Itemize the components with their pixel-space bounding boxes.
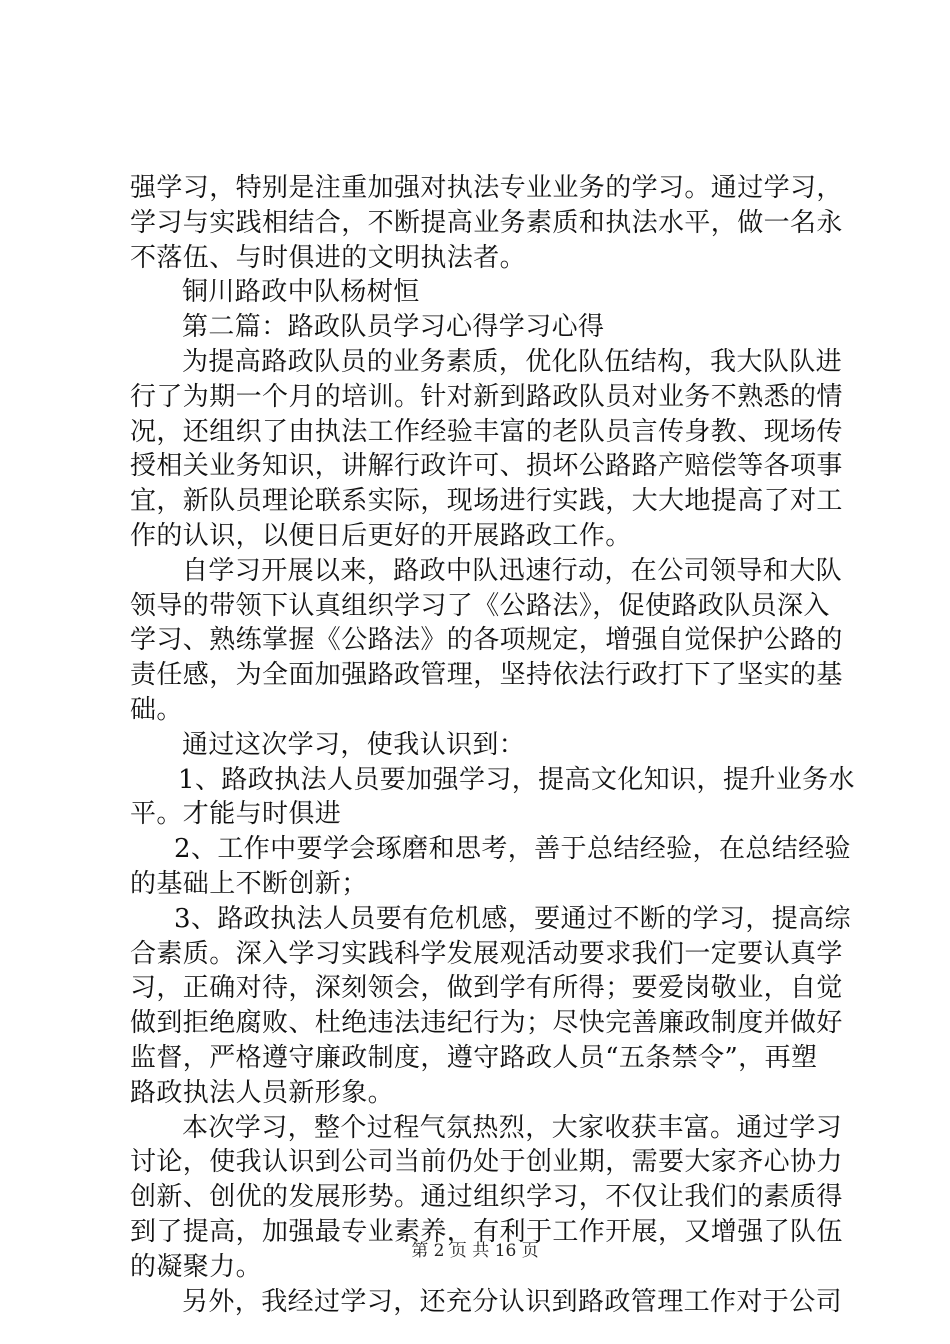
text-line: 责任感，为全面加强路政管理，坚持依法行政打下了坚实的基	[130, 660, 843, 691]
text-line: 做到拒绝腐败、杜绝违法违纪行为；尽快完善廉政制度并做好	[130, 1008, 843, 1039]
list-item: 3、路政执法人员要有危机感，要通过不断的学习，提高综	[174, 903, 851, 934]
text-line: 路政执法人员新形象。	[130, 1077, 395, 1108]
text-line: 讨论，使我认识到公司当前仍处于创业期，需要大家齐心协力	[130, 1147, 843, 1178]
text-line: 通过这次学习，使我认识到：	[182, 729, 526, 760]
text-line: 学习与实践相结合，不断提高业务素质和执法水平，做一名永	[130, 207, 843, 238]
text-line: 自学习开展以来，路政中队迅速行动，在公司领导和大队	[182, 555, 843, 586]
text-line: 本次学习，整个过程气氛热烈，大家收获丰富。通过学习	[182, 1112, 843, 1143]
list-item: 2、工作中要学会琢磨和思考，善于总结经验，在总结经验	[174, 834, 851, 865]
list-item: 1、路政执法人员要加强学习，提高文化知识，提升业务水	[178, 764, 855, 795]
text-line: 作的认识，以便日后更好的开展路政工作。	[130, 520, 632, 551]
text-line: 为提高路政队员的业务素质，优化队伍结构，我大队队进	[182, 346, 843, 377]
text-line: 领导的带领下认真组织学习了《公路法》，促使路政队员深入	[130, 590, 830, 621]
text-line: 况，还组织了由执法工作经验丰富的老队员言传身教、现场传	[130, 416, 843, 447]
text-line: 习，正确对待，深刻领会，做到学有所得；要爱岗敬业，自觉	[130, 973, 843, 1004]
text-line: 创新、创优的发展形势。通过组织学习，不仅让我们的素质得	[130, 1182, 843, 1213]
text-line: 的基础上不断创新；	[130, 868, 368, 899]
text-line: 行了为期一个月的培训。针对新到路政队员对业务不熟悉的情	[130, 381, 843, 412]
text-line: 到了提高，加强最专业素养，有利于工作开展，又增强了队伍	[130, 1216, 843, 1247]
text-line: 不落伍、与时俱进的文明执法者。	[130, 242, 527, 273]
text-line: 另外，我经过学习，还充分认识到路政管理工作对于公司	[182, 1286, 843, 1317]
document-body	[130, 171, 855, 1319]
text-line: 监督，严格遵守廉政制度，遵守路政人员“五条禁令”，再塑	[130, 1042, 818, 1073]
text-line: 础。	[130, 694, 183, 725]
text-line: 平。才能与时俱进	[130, 799, 342, 830]
text-line: 宜，新队员理论联系实际，现场进行实践，大大地提高了对工	[130, 486, 843, 517]
signature-line: 铜川路政中队杨树恒	[182, 277, 420, 308]
page-number-footer: 第 2 页 共 16 页	[411, 1241, 539, 1261]
text-line: 学习、熟练掌握《公路法》的各项规定，增强自觉保护公路的	[130, 625, 843, 656]
text-line: 合素质。深入学习实践科学发展观活动要求我们一定要认真学	[130, 938, 843, 969]
text-line: 授相关业务知识，讲解行政许可、损坏公路路产赔偿等各项事	[130, 451, 843, 482]
text-line: 的凝聚力。	[130, 1251, 263, 1282]
text-line: 强学习，特别是注重加强对执法专业业务的学习。通过学习，	[130, 173, 843, 203]
section-heading: 第二篇：路政队员学习心得学习心得	[182, 312, 605, 343]
